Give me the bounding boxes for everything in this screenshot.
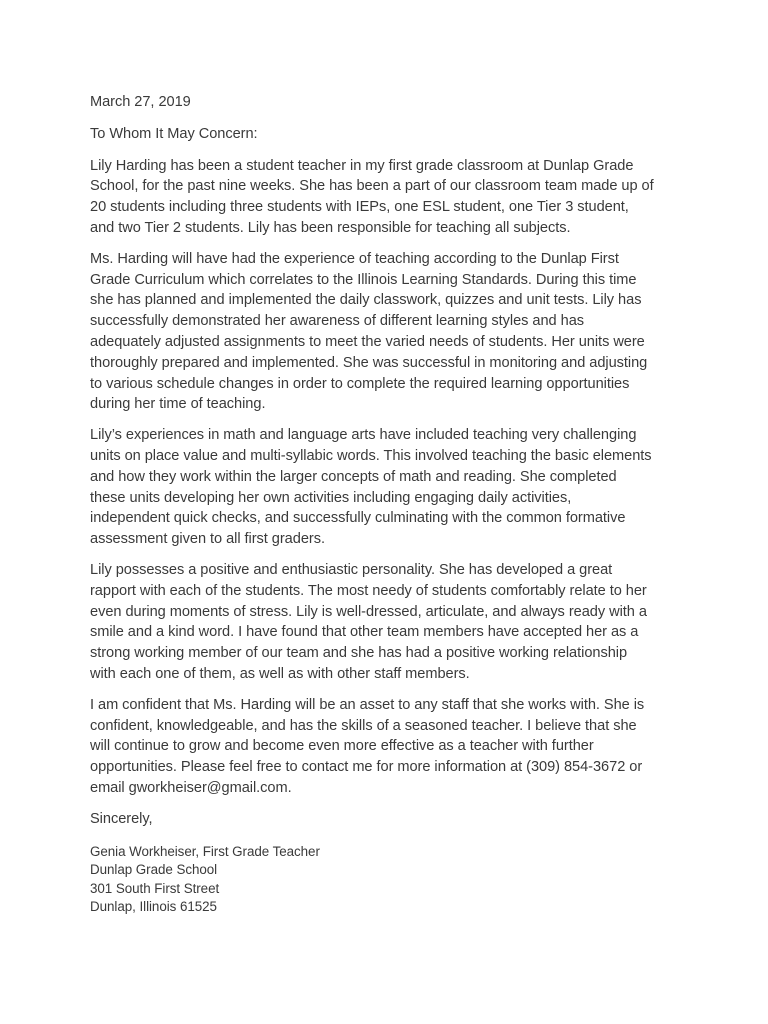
paragraph-math-language-arts: Lily’s experiences in math and language arts have included teaching very challenging units on place value and multi-syllabic words. This involved teaching the basic elements and how they work within the larger concepts of math and reading. She completed these units developing her own activities including engaging daily activities, independent quick checks, and successfully culminating with the common formative assessment given to all first graders. xyxy=(90,427,652,548)
signature-school: Dunlap Grade School xyxy=(90,862,218,878)
letter-greeting: To Whom It May Concern: xyxy=(90,125,258,142)
paragraph-curriculum: Ms. Harding will have had the experience of teaching according to the Dunlap First Grade Curriculum which correlates to the Illinois Learning Standards. During this time she has planned and implemented the daily classwork, quizzes and unit tests. Lily has successfully demonstrated her awareness of different learning styles and has adequately adjusted assignments to meet the varied needs of students. Her units were thoroughly prepared and implemented. She was successful in monitoring and adjusting to various schedule changes in order to complete the required learning opportunities during her time of teaching. xyxy=(90,250,648,413)
signature-city: Dunlap, Illinois 61525 xyxy=(90,899,217,915)
signature-block xyxy=(90,843,682,917)
paragraph-introduction: Lily Harding has been a student teacher in my first grade classroom at Dunlap Grade School, for the past nine weeks. She has been a part of our classroom team made up of 20 students including three students with IEPs, one ESL student, one Tier 3 student, and two Tier 2 students. Lily has been responsible for teaching all subjects. xyxy=(90,157,654,236)
letter-date: March 27, 2019 xyxy=(90,94,191,110)
signature-street: 301 South First Street xyxy=(90,880,220,896)
paragraph-recommendation: I am confident that Ms. Harding will be an asset to any staff that she works with. She is confident, knowledgeable, and has the skills of a seasoned teacher. I believe that she will continue to grow and become even more effective as a teacher with further opportunities. Please feel free to contact me for more information at (309) 854-3672 or email gworkheiser@gmail.com. xyxy=(90,696,645,796)
paragraph-personality: Lily possesses a positive and enthusiastic personality. She has developed a great rapport with each of the students. The most needy of students comfortably relate to her even during moments of stress. Lily is well-dressed, articulate, and always ready with a smile and a kind word. I have found that other team members have accepted her as a strong working member of our team and she has had a positive working relationship with each one of them, as well as with other staff members. xyxy=(90,561,647,682)
signature-name-title: Genia Workheiser, First Grade Teacher xyxy=(90,843,320,859)
letter-body xyxy=(90,92,682,917)
letter-closing: Sincerely, xyxy=(90,810,153,827)
